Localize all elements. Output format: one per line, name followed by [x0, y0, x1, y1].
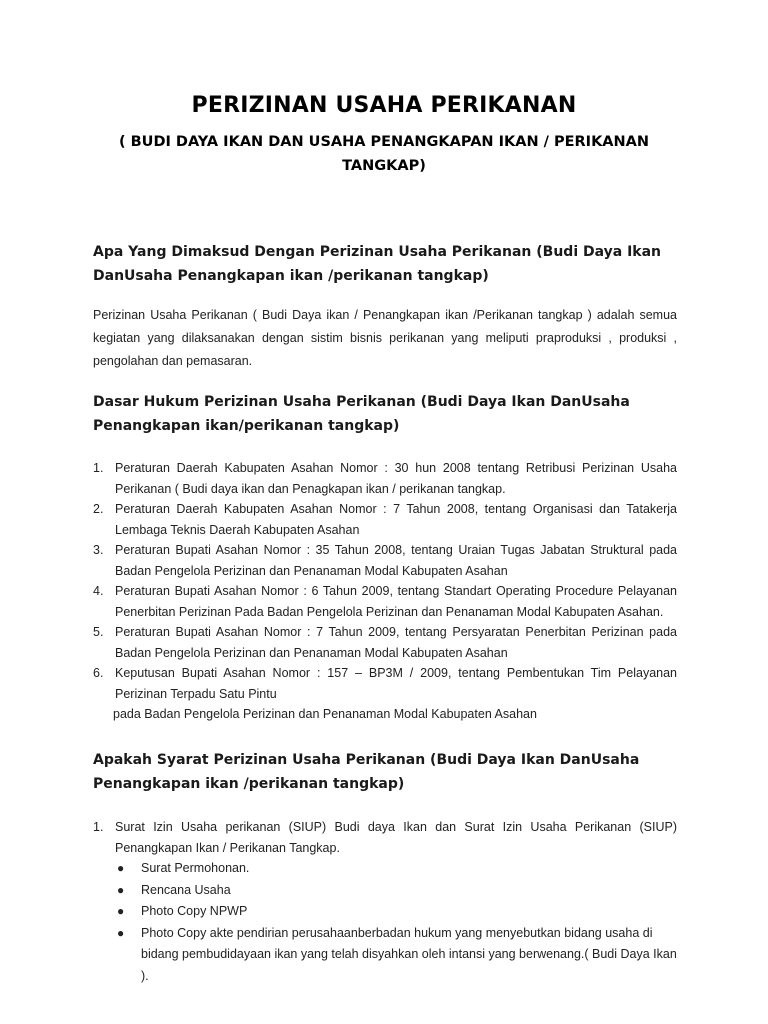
bullet-dot-icon: ● [117, 925, 125, 940]
bullet-item [93, 880, 677, 902]
bullet-item [93, 901, 677, 923]
list-number: 3. [93, 543, 104, 557]
document-title: PERIZINAN USAHA PERIKANAN [191, 93, 577, 118]
bullet-text: Photo Copy NPWP [141, 904, 248, 918]
bullet-item [93, 923, 677, 988]
list-item [93, 622, 677, 663]
list-item-text: Peraturan Daerah Kabupaten Asahan Nomor : 7 Tahun 2008, tentang Organisasi dan Tatakerja Lembaga Teknis Daerah Kabupaten Asahan [115, 502, 677, 537]
list-item-text: Peraturan Bupati Asahan Nomor : 35 Tahun 2008, tentang Uraian Tugas Jabatan Struktural pada Badan Pengelola Perizinan dan Penanaman Modal Kabupaten Asahan [115, 543, 677, 578]
list-number: 4. [93, 584, 104, 598]
list-continuation: pada Badan Pengelola Perizinan dan Penanaman Modal Kabupaten Asahan [113, 707, 537, 721]
bullet-dot-icon: ● [117, 904, 125, 918]
list-number: 5. [93, 625, 104, 639]
list-item [93, 458, 677, 499]
list-item [93, 540, 677, 581]
list-item [93, 817, 677, 858]
document-subtitle: ( BUDI DAYA IKAN DAN USAHA PENANGKAPAN IKAN / PERIKANAN TANGKAP) [118, 134, 650, 174]
bullet-dot-icon: ● [117, 861, 125, 875]
bullet-text: Rencana Usaha [141, 882, 231, 897]
bullet-text: Surat Permohonan. [141, 861, 250, 875]
bullet-item [93, 858, 677, 880]
definition-paragraph: Perizinan Usaha Perikanan ( Budi Daya ikan / Penangkapan ikan /Perikanan tangkap ) adalah semua kegiatan yang dilaksanakan dengan sistim bisnis perikanan yang meliputi praproduksi , produksi , pengolahan dan pemasaran. [93, 308, 677, 368]
requirements-list [93, 817, 677, 987]
list-number: 2. [93, 502, 104, 516]
section-heading-legal-basis: Dasar Hukum Perizinan Usaha Perikanan (Budi Daya Ikan DanUsaha Penangkapan ikan/perikanan tangkap) [93, 394, 630, 434]
section-heading-requirements: Apakah Syarat Perizinan Usaha Perikanan (Budi Daya Ikan DanUsaha Penangkapan ikan /perikanan tangkap) [93, 752, 640, 792]
list-number: 1. [93, 820, 104, 834]
list-item-text: Keputusan Bupati Asahan Nomor : 157 – BP3M / 2009, tentang Pembentukan Tim Pelayanan Perizinan Terpadu Satu Pintu [115, 666, 677, 701]
list-number: 1. [93, 461, 104, 475]
bullet-dot-icon: ● [117, 882, 125, 897]
list-item-text: Surat Izin Usaha perikanan (SIUP) Budi daya Ikan dan Surat Izin Usaha Perikanan (SIUP) Penangkapan Ikan / Perikanan Tangkap. [115, 820, 677, 855]
section-heading-definition: Apa Yang Dimaksud Dengan Perizinan Usaha Perikanan (Budi Daya Ikan DanUsaha Penangkapan ikan /perikanan tangkap) [93, 244, 662, 284]
list-item [93, 581, 677, 622]
legal-basis-list [93, 458, 677, 725]
list-item-text: Peraturan Bupati Asahan Nomor : 7 Tahun 2009, tentang Persyaratan Penerbitan Perizinan pada Badan Pengelola Perizinan dan Penanaman Modal Kabupaten Asahan [115, 625, 677, 660]
list-item-text: Peraturan Bupati Asahan Nomor : 6 Tahun 2009, tentang Standart Operating Procedure Pelayanan Penerbitan Perizinan Pada Badan Pengelola Perizinan dan Penanaman Modal Kabupaten Asahan. [115, 584, 677, 619]
bullet-text: Photo Copy akte pendirian perusahaanberbadan hukum yang menyebutkan bidang usaha di bidang pembudidayaan ikan yang telah disyahkan oleh intansi yang berwenang.( Budi Daya Ikan ). [141, 925, 677, 983]
list-item-text: Peraturan Daerah Kabupaten Asahan Nomor : 30 hun 2008 tentang Retribusi Perizinan Usaha Perikanan ( Budi daya ikan dan Penagkapan ikan / perikanan tangkap. [115, 461, 677, 496]
list-item [93, 663, 677, 704]
list-number: 6. [93, 666, 104, 680]
list-item [93, 499, 677, 540]
